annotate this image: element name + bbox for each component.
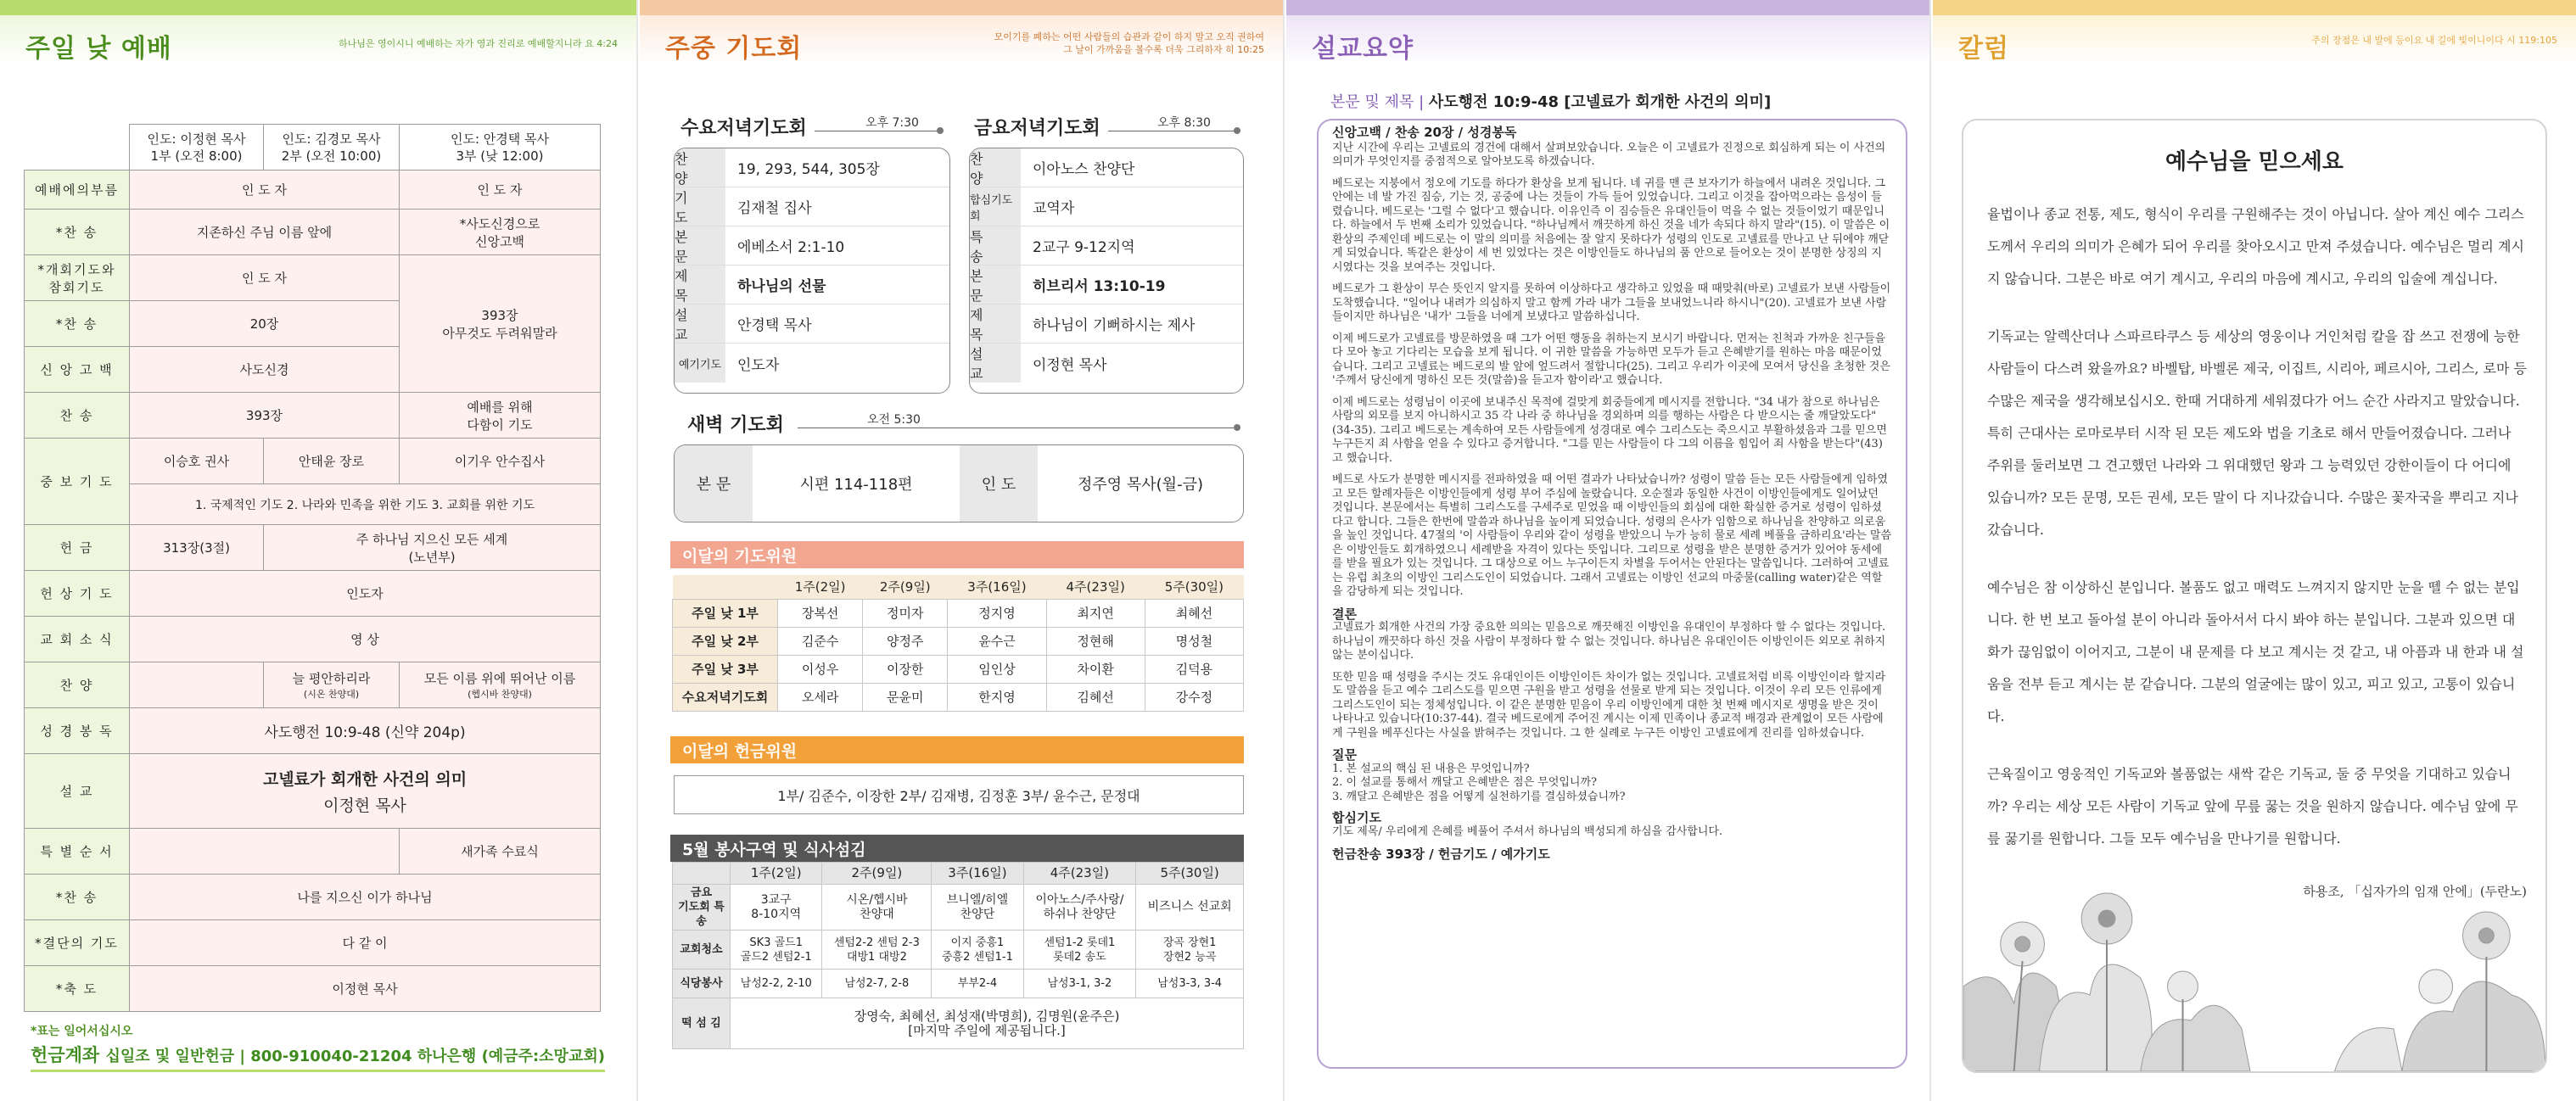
sermon-heading: 본문 및 제목 | 사도행전 10:9-48 [고넬료가 회개한 사건의 의미] (1330, 93, 1772, 111)
column-paragraph: 근육질이고 영웅적인 기독교와 볼품없는 새싹 같은 기독교, 둘 중 무엇을 기대하고 있습니까? 우리는 세상 모든 사람이 기독교 앞에 무릎 꿇는 것을 원하지 않습니다. 예수님 앞에 무릎 꿇기를 원합니다. 그들 모두 예수님을 만나기를 원합니다. (1987, 766, 2518, 847)
column-signature: 하용조, 「십자가의 임재 안에」(두란노) (2303, 884, 2527, 899)
prayer-col-head: 1주(2일) (778, 575, 863, 599)
service-2-head: 인도: 김경모 목사 2부 (오전 10:00) (264, 125, 400, 170)
service-1-head: 인도: 이정현 목사 1부 (오전 8:00) (130, 125, 264, 170)
prayer-cell: 최혜선 (1145, 599, 1243, 627)
wed-label: 찬 양 (675, 148, 725, 187)
service-3-head: 인도: 안경택 목사 3부 (낮 12:00) (399, 125, 600, 170)
panel-title: 주중 기도회 (665, 34, 803, 64)
offering-committee-box: 1부/ 김준수, 이장한 2부/ 김재병, 김정훈 3부/ 윤수근, 문정대 (674, 775, 1244, 814)
prayer-cell: 장복선 (778, 599, 863, 627)
header-verse: 모이기를 폐하는 어떤 사람들의 습관과 같이 하지 말고 오직 권하여 그 날이 가까움을 볼수록 더욱 그리하자 히 10:25 (994, 31, 1264, 55)
sermon-paragraph: 베드로 사도가 분명한 메시지를 전파하였을 때 어떤 결과가 나타났습니까? 성령이 말씀 듣는 모든 사람들에게 임하였고 모든 할례자들은 이방인들에게 성령 부어 주심에 놀랐습니다. 오순절과 동일한 사건이 이방인들에게도 일어났던 것입니다. 본문에서는 특별히 그리스도를 구세주로 믿었을 때 이방인들의 회심에 대한 확실한 증거로 성령이 임하셨다고 합니다. 그들은 한번에 말씀과 하나님을 높이게 되었습니다. 성령의 은사가 임함으로 하나님을 찬양하고 의로움을 높인 것입니다. 47절의 '이 사람들이 우리와 같이 성령을 받았으니 누가 능히 물로 세례 베풀을 금하리요'라는 말씀은 이방인들도 회개하였으니 세례받을 자격이 있다는 뜻입니다. 그리므로 성령을 받은 분명한 증거가 있어야 동세에를 받을 필요가 있는 것입니다. 그 대상으로 어느 누구이든지 차별을 두어서는 안된다는 말씀입니다. 그러하여 고넬료는 유럽 최초의 이방인 그리스도인이 되었습니다. 그래서 고넬료는 이방인 선교의 마중물(calling water)같은 역할을 감당하게 되는 것입니다. (1332, 473, 1892, 598)
prayer-cell: 명성철 (1145, 627, 1243, 655)
sermon-paragraph: 베드로가 그 환상이 무슨 뜻인지 알지를 못하여 이상하다고 생각하고 있었을 때 때맞춰(바로) 고넬료가 보낸 사람들이 도착했습니다. "일어나 내려가 의심하지 말고 함께 가라 내가 그들을 보내었느니라 하시니"(20). 고넬료가 보낸 사람들이지만 하나님은 '내가' 그들을 너에게 보냈다고 말씀하십니다. (1332, 282, 1891, 323)
wed-value: 하나님의 선물 (737, 278, 826, 295)
fri-row (970, 187, 1243, 226)
fri-value: 하나님이 기뻐하시는 제사 (1033, 317, 1196, 334)
prayer-col-head: 4주(23일) (1046, 575, 1145, 599)
fri-row (970, 305, 1243, 344)
service-cell: 남성2-7, 2-8 (822, 970, 932, 998)
wed-label: 설 교 (675, 305, 725, 343)
panel-title: 칼럼 (1958, 34, 2009, 64)
conclusion-title: 결론 (1332, 606, 1357, 622)
service-cell: 이지 중흥1 중흥2 센텀1-1 (932, 931, 1023, 970)
service-col-head (673, 863, 731, 885)
prayer-cell: 양정주 (863, 627, 948, 655)
service-col-head: 1주(2일) (731, 863, 822, 885)
panel-header (640, 15, 1283, 64)
fri-row (970, 226, 1243, 265)
flower-illustration (1963, 817, 2545, 1071)
fri-row (970, 265, 1243, 305)
closing-line: 헌금찬송 393장 / 헌금기도 / 예가기도 (1332, 847, 1550, 862)
wed-row (675, 305, 949, 344)
prayer-row-label: 주일 낮 1부 (673, 599, 778, 627)
standing-note: *표는 일어서십시오 (31, 1025, 133, 1038)
wed-value: 에베소서 2:1-10 (737, 239, 845, 256)
offering-committee-title: 이달의 헌금위원 (670, 736, 1244, 763)
fri-row (970, 148, 1243, 187)
prayer-cell: 정현해 (1046, 627, 1145, 655)
panel-header (1286, 15, 1929, 64)
wed-order-box (674, 148, 950, 394)
wed-value: 김재철 집사 (737, 200, 812, 217)
top-color-bar (1286, 0, 1929, 15)
prayer-cell: 김준수 (778, 627, 863, 655)
service-cell: 센텀1-2 롯데1 롯데2 송도 (1023, 931, 1136, 970)
prayer-col-head: 5주(30일) (1145, 575, 1243, 599)
prayer-cell: 이장한 (863, 655, 948, 683)
wed-label: 본 문 (675, 226, 725, 265)
conclusion-text: 고넬료가 회개한 사건의 가장 중요한 의의는 믿음으로 깨끗해진 이방인을 유대인이 부정하다 할 수 없다는 것입니다. 하나님이 깨끗하다 하신 것을 사람이 부정하다 할 수 없는 것입니다. 하나님은 유대인이든 이방인이든 외모로 취하지 않는 분이십니다. (1332, 621, 1886, 662)
prayer-row-label: 주일 낮 2부 (673, 627, 778, 655)
fri-label: 제 목 (970, 305, 1021, 343)
prayer-cell: 정지영 (948, 599, 1046, 627)
column-title: 예수님을 믿으세요 (2165, 149, 2344, 175)
fri-label: 설 교 (970, 344, 1021, 383)
prayer-cell: 오세라 (778, 683, 863, 711)
column-paragraph: 율법이나 종교 전통, 제도, 형식이 우리를 구원해주는 것이 아닙니다. 살아 계신 예수 그리스도께서 우리의 의미가 은혜가 되어 우리를 찾아오시고 만져 주셨습니다. 예수님은 멀리 계시지 않습니다. 그분은 바로 여기 계시고, 우리의 마음에 계시고, 우리의 입술에 계십니다. (1987, 206, 2524, 287)
fri-value: 2교구 9-12지역 (1033, 239, 1135, 256)
worship-order-table: 인도: 이정현 목사 1부 (오전 8:00) 인도: 김경모 목사 2부 (오전 10:00) 인도: 안경택 목사 3부 (낮 12:00) 예배에의부름 인 도 자 인 도 자 *찬 송 지존하신 주님 이름 앞에 *사도신경으로 신앙고백 *개회기도와 참회기도 인 도 자 393장 아무것도 두려워말라 *찬 송 20장 신 앙 고 백 사도신경 찬 송 393장 예배를 위해 다함이 기도 중 보 기 도 이승호 권사 안태윤 장로 이기우 안수집사 1. 국제적인 기도 2. 나라와 민족을 위한 기도 3. 교회를 위한 기도 헌 금 313장(3절) 주 하나님 지으신 모든 세계 (노년부) 헌 상 기 도 인도자 교 회 소 식 영 상 찬 양 늘 평안하리라 (시온 찬양대) 모든 이름 위에 뛰어난 이름 (헵시바 찬양대) 성 경 봉 독 사도행전 10:9-48 (신약 204p) 설 교 고넬료가 회개한 사건의 의미 이정현 목사 특 별 순 서 새가족 수료식 *찬 송 나를 지으신 이가 하나님 *결단의 기도 다 같 이 *축 도 이정현 목사 (24, 124, 601, 1012)
panel-header (0, 15, 636, 64)
service-cell: 비즈니스 선교회 (1136, 885, 1244, 931)
service-cell: 남성3-3, 3-4 (1136, 970, 1244, 998)
prayer-cell: 정미자 (863, 599, 948, 627)
question-title: 질문 (1332, 747, 1357, 763)
fri-label: 찬 양 (970, 148, 1021, 187)
service-cell: 이아노스/주사랑/ 하쉬나 찬양단 (1023, 885, 1136, 931)
wed-label: 예기기도 (675, 344, 725, 383)
prayer-cell: 최지연 (1046, 599, 1145, 627)
service-cell: 시온/헵시바 찬양대 (822, 885, 932, 931)
prayer-cell: 강수정 (1145, 683, 1243, 711)
service-col-head: 4주(23일) (1023, 863, 1136, 885)
fri-value: 교역자 (1033, 200, 1075, 217)
fri-row (970, 344, 1243, 383)
service-cell: 장곡 장현1 장현2 능곡 (1136, 931, 1244, 970)
fri-value: 이정현 목사 (1033, 356, 1107, 374)
panel-title: 설교요약 (1312, 34, 1414, 64)
service-cell: 남성2-2, 2-10 (731, 970, 822, 998)
prayer-cell: 김혜선 (1046, 683, 1145, 711)
question-item: 1. 본 설교의 핵심 된 내용은 무엇입니까? (1332, 762, 1530, 775)
service-zone-table (672, 862, 1244, 1049)
service-row-label: 금요 기도회 특송 (673, 885, 731, 931)
fri-label: 합심기도회 (970, 187, 1021, 226)
service-cell: 센텀2-2 센텀 2-3 대방1 대방2 (822, 931, 932, 970)
rice-cake-cell: 장영숙, 최혜선, 최성재(박명희), 김명원(윤주은) [마지막 주일에 제공됩니다.] (731, 998, 1244, 1049)
prayer-row-label: 주일 낮 3부 (673, 655, 778, 683)
question-item: 3. 깨달고 은혜받은 점을 어떻게 실천하기를 결심하셨습니까? (1332, 790, 1626, 803)
column-paragraph: 기독교는 알렉산더나 스파르타쿠스 등 세상의 영웅이나 거인처럼 칼을 잡 쓰고 전쟁에 능한 사람들이 다스려 왔을까요? 바벨탑, 바벨론 제국, 이집트, 시리아, 페르시아, 그리스, 로마 등 수많은 제국을 생각해보십시오. 한때 거대하게 세워졌다가 어느 순간 사라지고 말았습니다. 특히 근대사는 로마로부터 시작 된 모든 제도와 법을 기초로 해서 만들어졌습니다. 그러나 주위를 둘러보면 그 견고했던 나라와 그 위대했던 왕과 그 능력있던 강한이들이 다 어디에 있습니까? 모든 문명, 모든 권세, 모든 말이 다 지나갔습니다. 수많은 꽃자국을 뿌리고 지나갔습니다. (1987, 328, 2527, 538)
prayer-cell: 임인상 (948, 655, 1046, 683)
service-row-label: 식당봉사 (673, 970, 731, 998)
service-row-label: 교회청소 (673, 931, 731, 970)
service-col-head: 3주(16일) (932, 863, 1023, 885)
wed-value: 인도자 (737, 356, 780, 374)
service-col-head: 5주(30일) (1136, 863, 1244, 885)
sermon-paragraph: 이제 베드로는 성령님이 이곳에 보내주신 목적에 걸맞게 회중들에게 메시지를 전합니다. "34 내가 참으로 하나님은 사람의 외모를 보지 아니하시고 35 각 나라 중 하나님을 경외하며 의를 행하는 사람은 다 받으시는 줄 깨달았도다"(34-35). 그리고 베드로는 계속하여 모든 사람들에게 성경대로 예수 그리스도는 죽으시고 부활하셨음과 그를 믿으면 누구든지 죄 사함을 얻을 수 있다고 증거합니다. "그를 믿는 사람들이 다 그의 이름을 힘입어 죄 사함을 받는다"(43)고 했습니다. (1332, 395, 1887, 465)
wed-row (675, 226, 949, 265)
column-paragraph: 예수님은 참 이상하신 분입니다. 볼품도 없고 매력도 느껴지지 않지만 눈을 뗄 수 없는 분입니다. 한 번 보고 돌아설 분이 아니라 돌아서서 다시 봐야 하는 분입니다. 그분과 있으면 대화가 끊임없이 이어지고, 그분이 내 문제를 다 보고 계시는 것 같고, 내 아픔과 내 한과 내 설움을 전부 듣고 계시는 분 같습니다. 그분의 얼굴에는 많이 있고, 피고 있고, 고통이 있습니다. (1987, 579, 2524, 724)
prayer-cell: 이성우 (778, 655, 863, 683)
column-box (1962, 119, 2547, 1073)
service-cell: 브니엘/히엘 찬양단 (932, 885, 1023, 931)
prayer-row-label: 수요저녁기도회 (673, 683, 778, 711)
panel-title: 주일 낮 예배 (25, 34, 172, 64)
offering-account: 헌금계좌 십일조 및 일반헌금 | 800-910040-21204 하나은행 (예금주:소망교회) (31, 1042, 605, 1072)
top-color-bar (1933, 0, 2576, 15)
wed-row (675, 148, 949, 187)
header-verse: 주의 장점은 내 발에 등이요 내 길에 빛이니이다 시 119:105 (2311, 35, 2557, 46)
wed-row (675, 187, 949, 226)
service-cell: 3교구 8-10지역 (731, 885, 822, 931)
prayer-col-head: 2주(9일) (863, 575, 948, 599)
fri-value: 이아노스 찬양단 (1033, 161, 1135, 178)
wed-label: 제 목 (675, 265, 725, 304)
wed-label: 기 도 (675, 187, 725, 226)
service-cell: 부부2-4 (932, 970, 1023, 998)
sermon-summary-box (1317, 119, 1907, 1069)
prayer-text: 기도 제목/ 우리에게 은혜를 베풀어 주셔서 하나님의 백성되게 하심을 감사합니다. (1332, 824, 1723, 838)
prayer-cell: 문윤미 (863, 683, 948, 711)
fri-label: 특 송 (970, 226, 1021, 265)
prayer-col-head (673, 575, 778, 599)
service-cell: 남성3-1, 3-2 (1023, 970, 1136, 998)
fri-order-box (969, 148, 1244, 394)
service-zone-title: 5월 봉사구역 및 식사섬김 (670, 835, 1244, 862)
fri-title: 금요저녁기도회 (974, 118, 1100, 139)
prayer-cell: 윤수근 (948, 627, 1046, 655)
header-verse: 하나님은 영이시니 예배하는 자가 영과 진리로 예배할지니라 요 4:24 (339, 38, 618, 49)
top-color-bar (640, 0, 1283, 15)
question-item: 2. 이 설교를 통해서 깨달고 은혜받은 점은 무엇입니까? (1332, 776, 1598, 789)
wed-row (675, 265, 949, 305)
dawn-box: 본 문 시편 114-118편 인 도 정주영 목사(월-금) (674, 444, 1244, 523)
prayer-cell: 차이환 (1046, 655, 1145, 683)
prayer-cell: 김덕용 (1145, 655, 1243, 683)
column-text (1987, 198, 2527, 908)
service-row-label: 떡 섬 김 (673, 998, 731, 1049)
top-color-bar (0, 0, 636, 15)
wed-row (675, 344, 949, 383)
wed-value: 19, 293, 544, 305장 (737, 161, 880, 178)
wed-value: 안경택 목사 (737, 317, 812, 334)
sermon-paragraph: 지난 시간에 우리는 고넬료의 경건에 대해서 살펴보았습니다. 오늘은 이 고넬료가 진정으로 회심하게 되는 이 사건의 의미가 무엇인지를 중점적으로 알아보도록 하겠습니다. (1332, 141, 1886, 168)
prayer-col-head: 3주(16일) (948, 575, 1046, 599)
service-col-head: 2주(9일) (822, 863, 932, 885)
fri-label: 본 문 (970, 265, 1021, 304)
fri-value: 히브리서 13:10-19 (1033, 278, 1166, 295)
prayer-committee-table (672, 575, 1244, 712)
prayer-cell: 한지영 (948, 683, 1046, 711)
sermon-paragraph: 이제 베드로가 고넬료를 방문하였을 때 그가 어떤 행동을 취하는지 보시기 바랍니다. 먼저는 친척과 가까운 친구들을 다 모아 놓고 기다리는 모습을 보게 됩니다. 이 귀한 말씀을 가능하면 모두가 듣고 은혜받기를 원하는 마음 때문이었습니다. 그리고 고넬료는 베드로의 발 앞에 엎드려서 절합니다(25). 그리고 우리가 이곳에 모여서 당신을 초청한 것은 '주께서 당신에게 명하신 모든 것(말씀)을 듣고자 함이라'고 했습니다. (1332, 332, 1890, 387)
conclusion-text-2: 또한 믿음 때 성령을 주시는 것도 유대인이든 이방인이든 차이가 없는 것입니다. 고넬료처럼 비록 이방인이라 할지라도 말씀을 듣고 예수 그리스도를 믿으면 구원을 받고 성령을 선물로 받게 되는 것입니다. 이것이 우리 모든 인류에게 그리스도인이 되는 정체성입니다. 이 같은 분명한 믿음이 우리 이방인에게 대한 첫 번째 메시지로 생명을 받은 것이 나타나고 있습니다(10:37-44). 결국 베드로에게 주어진 계시는 이제 민족이나 종교적 배경과 관계없이 모든 사람에게 구원을 베푸신다는 사실을 밝혀주는 것입니다. 그 한 실례로 누구든 이방인 고넬료에게 진리를 임하셨습니다. (1332, 670, 1886, 740)
wed-title: 수요저녁기도회 (680, 118, 807, 139)
dawn-title: 새벽 기도회 (687, 415, 784, 436)
service-cell: SK3 골드1 골드2 센텀2-1 (731, 931, 822, 970)
sermon-paragraph: 베드로는 지붕에서 정오에 기도를 하다가 환상을 보게 됩니다. 네 귀를 맨 큰 보자기가 하늘에서 내려온 것입니다. 그 안에는 네 발 가진 짐승, 기는 것, 공중에 나는 것들이 가득 들어 있었습니다. 그리고 이것을 잡아먹으라는 음성이 들렸습니다. 베드로는 '그럴 수 없다'고 했습니다. 이유인즉 이 짐승들은 유대인들이 먹을 수 없는 것들이었기 때문입니다. 하늘에서 두 번째 소리가 있었습니다. "하나님께서 깨끗하게 하신 것을 네가 속되다 하지 말라"(15). 이 말씀은 이 환상의 주제인데 베드로는 이 말의 의미를 처음에는 잘 알지 못하다가 성령의 인도로 고넬료를 만나고 난 뒤에야 깨닫게 되었습니다. 똑같은 환상이 세 번 있었다는 것은 이방인들도 하나님의 품 안으로 들어오는 것이 분명한 상징의 지시였다는 것을 보여주는 것입니다. (1332, 176, 1890, 274)
prayer-title: 합심기도 (1332, 810, 1381, 825)
sermon-subhead: 신앙고백 / 찬송 20장 / 성경봉독 (1332, 125, 1517, 140)
prayer-committee-title: 이달의 기도위원 (670, 541, 1244, 568)
panel-header (1933, 15, 2576, 64)
